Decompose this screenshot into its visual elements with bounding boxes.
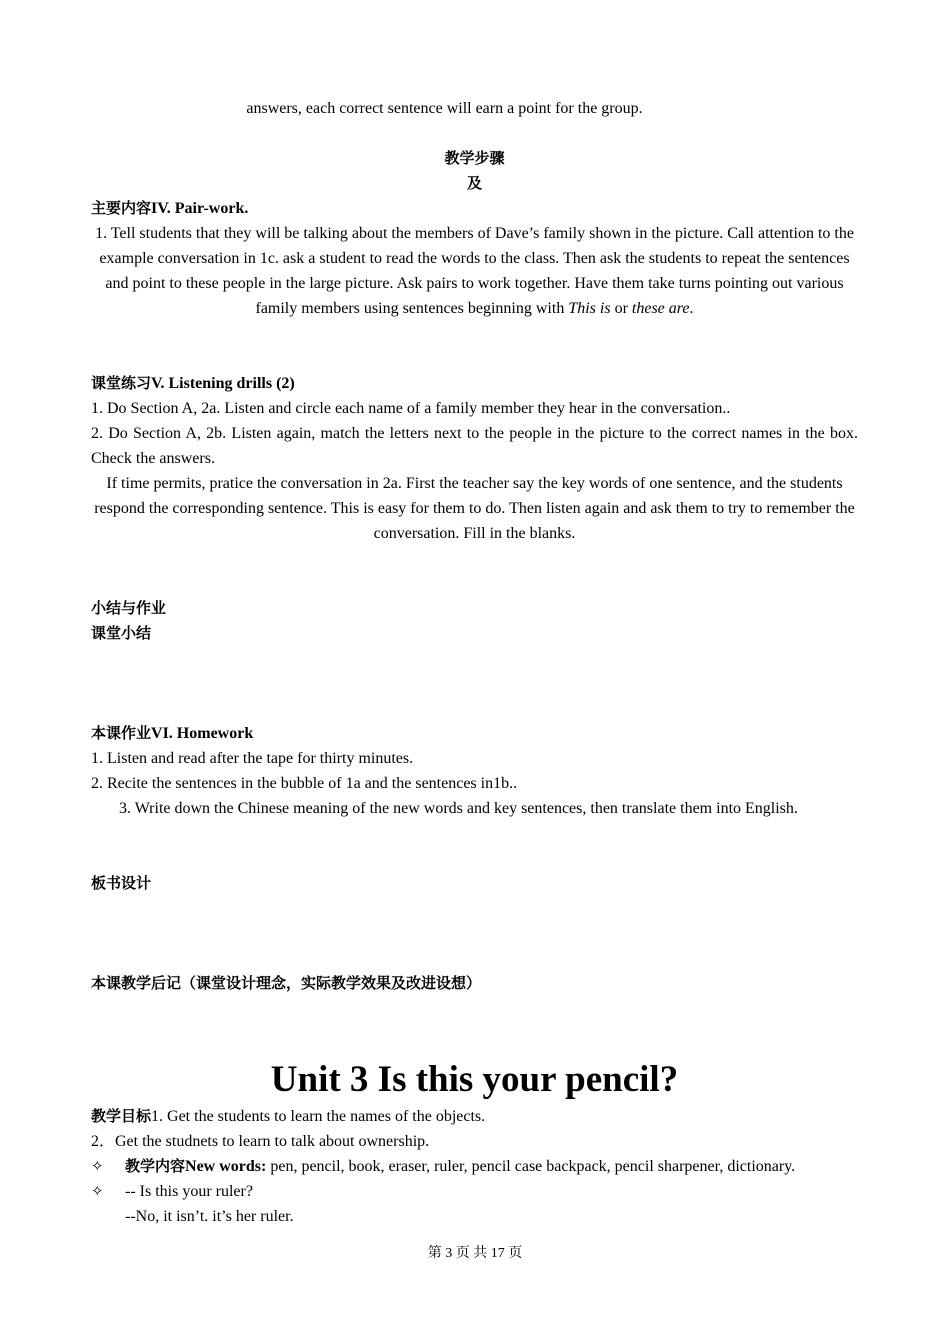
teaching-goal-label: 教学目标 bbox=[91, 1107, 152, 1125]
homework-item-3: 3. Write down the Chinese meaning of the new words and key sentences, then translate them into English. bbox=[119, 800, 798, 817]
listening-heading bbox=[91, 371, 858, 396]
pair-work-heading bbox=[91, 196, 858, 221]
teaching-content-label: 教学内容 bbox=[125, 1157, 186, 1175]
listening-item-1: 1. Do Section A, 2a. Listen and circle each name of a family member they hear in the conversation.. bbox=[91, 400, 731, 417]
pair-work-text: 1. Tell students that they will be talking about the members of Dave’s family shown in the picture. Call attention to the example conversation in 1c. ask a student to read the words to the class. Then ask the students to repeat the sentences and point to these people in the large picture. Ask pairs to work together. Have them take turns pointing out various family members using sentences beginning with bbox=[95, 225, 854, 317]
pair-work-end: . bbox=[689, 300, 694, 317]
teaching-goal-2: 2．Get the studnets to learn to talk about ownership. bbox=[91, 1133, 430, 1150]
teaching-goal-1: 1. Get the students to learn the names of the objects. bbox=[151, 1108, 486, 1125]
unit-title: Unit 3 Is this your pencil? bbox=[270, 1059, 679, 1100]
practice-label: 课堂练习 bbox=[91, 374, 152, 392]
listening-title: V. Listening drills (2) bbox=[151, 375, 295, 392]
new-words-list: pen, pencil, book, eraser, ruler, pencil case backpack, pencil sharpener, dictionary. bbox=[266, 1158, 796, 1175]
class-summary-label: 课堂小结 bbox=[91, 624, 152, 642]
listening-item-2: 2. Do Section A, 2b. Listen again, match the letters next to the people in the picture to the correct names in the box. Check the answers. bbox=[91, 425, 858, 467]
steps-label-line1: 教学步骤 bbox=[444, 149, 505, 167]
pair-work-title: IV. Pair-work. bbox=[151, 200, 249, 217]
pair-work-em-these-are: these are bbox=[631, 300, 690, 317]
diamond-bullet-icon: ✧ bbox=[91, 1157, 104, 1175]
listening-extra: If time permits, pratice the conversation in 2a. First the teacher say the key words of one sentence, and the students respond the corresponding sentence. This is easy for them to do. Then listen again and ask them to try to remember the conversation. Fill in the blanks. bbox=[94, 475, 855, 542]
page-footer: 第 3 页 共 17 页 bbox=[427, 1246, 523, 1261]
dialog-question: -- Is this your ruler? bbox=[125, 1183, 253, 1200]
teaching-content-row bbox=[91, 1154, 858, 1179]
board-design-label: 板书设计 bbox=[91, 874, 152, 892]
homework-label: 本课作业 bbox=[91, 724, 152, 742]
pair-work-or: or bbox=[610, 300, 632, 317]
pair-work-paragraph bbox=[91, 221, 858, 321]
new-words-label: New words: bbox=[185, 1158, 267, 1175]
homework-heading bbox=[91, 721, 858, 746]
homework-item-1: 1. Listen and read after the tape for thirty minutes. bbox=[91, 750, 414, 767]
diamond-bullet-icon: ✧ bbox=[91, 1182, 104, 1200]
dialog-answer: --No, it isn’t. it’s her ruler. bbox=[125, 1208, 294, 1225]
dialog-row-1 bbox=[91, 1179, 858, 1204]
document-page bbox=[91, 96, 858, 1229]
homework-item-2: 2. Recite the sentences in the bubble of 1a and the sentences in1b.. bbox=[91, 775, 518, 792]
homework-title: VI. Homework bbox=[151, 725, 254, 742]
dialog-row-2 bbox=[91, 1204, 858, 1229]
pair-work-em-this-is: This is bbox=[568, 300, 611, 317]
steps-label-line2: 及 bbox=[466, 174, 482, 192]
main-content-label: 主要内容 bbox=[91, 199, 152, 217]
teaching-goal-line bbox=[91, 1104, 858, 1129]
summary-homework-label: 小结与作业 bbox=[91, 599, 167, 617]
teaching-reflection-label: 本课教学后记（课堂设计理念，实际教学效果及改进设想） bbox=[91, 974, 482, 992]
paragraph-continuation: answers, each correct sentence will earn a point for the group. bbox=[246, 100, 643, 117]
